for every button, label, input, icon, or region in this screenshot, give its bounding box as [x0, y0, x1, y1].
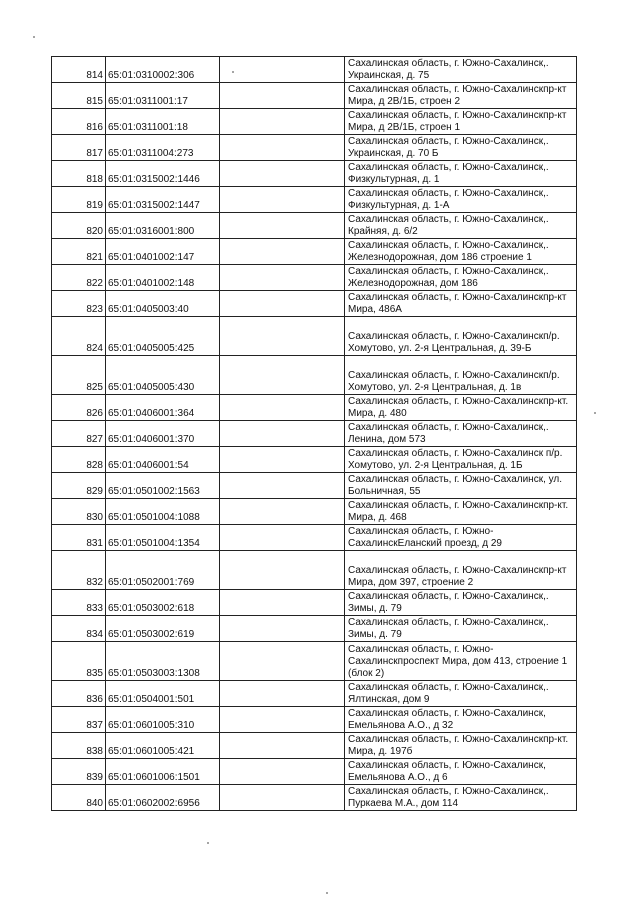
- table-row: [52, 291, 577, 317]
- address-line: Сахалинская область, г. Южно-Сахалинск,.: [348, 162, 549, 173]
- address-cell: [345, 291, 577, 317]
- empty-cell: [220, 291, 345, 317]
- table-row: [52, 473, 577, 499]
- table-row: [52, 265, 577, 291]
- row-number: 835: [52, 642, 106, 681]
- row-number: 838: [52, 733, 106, 759]
- table-row: [52, 395, 577, 421]
- address-line: Сахалинская область, г. Южно-: [348, 526, 494, 537]
- address-cell: [345, 499, 577, 525]
- empty-cell: [220, 759, 345, 785]
- empty-cell: [220, 109, 345, 135]
- address-line: Физкультурная, д. 1: [348, 174, 440, 185]
- address-line: Сахалинская область, г. Южно-Сахалинск, ул.: [348, 474, 563, 485]
- row-number: 831: [52, 525, 106, 551]
- address-line: Сахалинская область, г. Южно-Сахалинск,.: [348, 682, 549, 693]
- scan-speck: [207, 842, 209, 844]
- table-row: [52, 356, 577, 395]
- table-row: [52, 642, 577, 681]
- row-number: 824: [52, 317, 106, 356]
- address-line: Сахалинская область, г. Южно-Сахалинскп/р.: [348, 331, 560, 342]
- address-line: Сахалинская область, г. Южно-Сахалинск,: [348, 760, 546, 771]
- address-cell: [345, 642, 577, 681]
- address-line: Железнодорожная, дом 186: [348, 278, 478, 289]
- empty-cell: [220, 499, 345, 525]
- row-number: 829: [52, 473, 106, 499]
- table-row: [52, 187, 577, 213]
- address-line: Сахалинская область, г. Южно-Сахалинск,.: [348, 617, 549, 628]
- table-row: [52, 213, 577, 239]
- row-number: 818: [52, 161, 106, 187]
- cadastral-number: 65:01:0315002:1446: [106, 161, 220, 187]
- address-line: Сахалинская область, г. Южно-Сахалинск,.: [348, 240, 549, 251]
- empty-cell: [220, 733, 345, 759]
- empty-cell: [220, 239, 345, 265]
- empty-cell: [220, 447, 345, 473]
- scan-speck: [33, 36, 35, 38]
- address-line: Мира, д. 197б: [348, 746, 413, 757]
- row-number: 836: [52, 681, 106, 707]
- empty-cell: [220, 317, 345, 356]
- address-cell: [345, 161, 577, 187]
- address-cell: [345, 187, 577, 213]
- cadastral-table-body: [52, 57, 577, 811]
- table-row: [52, 785, 577, 811]
- row-number: 822: [52, 265, 106, 291]
- cadastral-number: 65:01:0316001:800: [106, 213, 220, 239]
- empty-cell: [220, 707, 345, 733]
- table-row: [52, 83, 577, 109]
- address-line: Сахалинскпроспект Мира, дом 413, строение 1: [348, 656, 568, 667]
- address-line: Зимы, д. 79: [348, 629, 402, 640]
- row-number: 830: [52, 499, 106, 525]
- cadastral-number: 65:01:0502001:769: [106, 551, 220, 590]
- address-line: Сахалинская область, г. Южно-Сахалинск,.: [348, 266, 549, 277]
- address-line: Мира, дом 397, строение 2: [348, 577, 474, 588]
- cadastral-number: 65:01:0503002:618: [106, 590, 220, 616]
- address-cell: [345, 356, 577, 395]
- row-number: 823: [52, 291, 106, 317]
- address-cell: [345, 109, 577, 135]
- row-number: 826: [52, 395, 106, 421]
- cadastral-number: 65:01:0503003:1308: [106, 642, 220, 681]
- address-line: Сахалинская область, г. Южно-Сахалинскпр-кт: [348, 292, 567, 303]
- address-line: Сахалинская область, г. Южно-Сахалинск,.: [348, 58, 549, 69]
- address-line: Сахалинская область, г. Южно-Сахалинскпр-кт.: [348, 396, 569, 407]
- table-row: [52, 551, 577, 590]
- address-cell: [345, 395, 577, 421]
- address-line: Мира, д 2В/1Б, строен 2: [348, 96, 461, 107]
- cadastral-number: 65:01:0311001:17: [106, 83, 220, 109]
- address-line: Мира, д 2В/1Б, строен 1: [348, 122, 461, 133]
- address-cell: [345, 265, 577, 291]
- address-cell: [345, 551, 577, 590]
- row-number: 825: [52, 356, 106, 395]
- address-line: Мира, д. 480: [348, 408, 407, 419]
- empty-cell: [220, 642, 345, 681]
- empty-cell: [220, 57, 345, 83]
- address-cell: [345, 733, 577, 759]
- table-row: [52, 239, 577, 265]
- empty-cell: [220, 551, 345, 590]
- address-line: Сахалинская область, г. Южно-Сахалинскп/р.: [348, 370, 560, 381]
- address-cell: [345, 447, 577, 473]
- table-row: [52, 733, 577, 759]
- address-cell: [345, 421, 577, 447]
- cadastral-number: 65:01:0601005:421: [106, 733, 220, 759]
- address-line: Емельянова А.О., д 32: [348, 720, 454, 731]
- cadastral-number: 65:01:0501004:1088: [106, 499, 220, 525]
- cadastral-number: 65:01:0601005:310: [106, 707, 220, 733]
- table-row: [52, 681, 577, 707]
- empty-cell: [220, 356, 345, 395]
- cadastral-number: 65:01:0310002:306: [106, 57, 220, 83]
- address-cell: [345, 213, 577, 239]
- address-cell: [345, 525, 577, 551]
- address-line: Физкультурная, д. 1-А: [348, 200, 450, 211]
- empty-cell: [220, 83, 345, 109]
- row-number: 827: [52, 421, 106, 447]
- address-line: Мира, 486А: [348, 304, 402, 315]
- address-cell: [345, 135, 577, 161]
- address-line: СахалинскЕланский проезд, д 29: [348, 538, 502, 549]
- cadastral-number: 65:01:0406001:370: [106, 421, 220, 447]
- empty-cell: [220, 681, 345, 707]
- address-cell: [345, 759, 577, 785]
- table-row: [52, 109, 577, 135]
- empty-cell: [220, 616, 345, 642]
- cadastral-number: 65:01:0501002:1563: [106, 473, 220, 499]
- empty-cell: [220, 473, 345, 499]
- address-line: Сахалинская область, г. Южно-Сахалинск,.: [348, 422, 549, 433]
- cadastral-number: 65:01:0311001:18: [106, 109, 220, 135]
- address-line: Сахалинская область, г. Южно-Сахалинскпр-кт: [348, 84, 567, 95]
- address-line: Сахалинская область, г. Южно-Сахалинск,.: [348, 214, 549, 225]
- row-number: 840: [52, 785, 106, 811]
- table-row: [52, 57, 577, 83]
- cadastral-number: 65:01:0405005:430: [106, 356, 220, 395]
- cadastral-number: 65:01:0405005:425: [106, 317, 220, 356]
- address-line: Ленина, дом 573: [348, 434, 426, 445]
- empty-cell: [220, 187, 345, 213]
- empty-cell: [220, 161, 345, 187]
- address-cell: [345, 616, 577, 642]
- address-line: Хомутово, ул. 2-я Центральная, д. 1в: [348, 382, 522, 393]
- address-line: Сахалинская область, г. Южно-Сахалинск,.: [348, 591, 549, 602]
- table-row: [52, 525, 577, 551]
- empty-cell: [220, 525, 345, 551]
- address-line: Пуркаева М.А., дом 114: [348, 798, 458, 809]
- address-cell: [345, 473, 577, 499]
- address-line: Сахалинская область, г. Южно-Сахалинск п/р.: [348, 448, 563, 459]
- address-line: Сахалинская область, г. Южно-Сахалинск,: [348, 708, 546, 719]
- address-cell: [345, 681, 577, 707]
- table-row: [52, 590, 577, 616]
- table-row: [52, 759, 577, 785]
- empty-cell: [220, 421, 345, 447]
- address-cell: [345, 83, 577, 109]
- address-cell: [345, 57, 577, 83]
- address-line: Железнодорожная, дом 186 строение 1: [348, 252, 532, 263]
- cadastral-number: 65:01:0602002:6956: [106, 785, 220, 811]
- address-line: Зимы, д. 79: [348, 603, 402, 614]
- address-cell: [345, 239, 577, 265]
- row-number: 817: [52, 135, 106, 161]
- empty-cell: [220, 265, 345, 291]
- table-row: [52, 616, 577, 642]
- row-number: 828: [52, 447, 106, 473]
- table-row: [52, 135, 577, 161]
- address-line: Сахалинская область, г. Южно-Сахалинскпр-кт.: [348, 500, 569, 511]
- address-line: Хомутово, ул. 2-я Центральная, д. 39-Б: [348, 343, 532, 354]
- address-line: Сахалинская область, г. Южно-Сахалинск,.: [348, 136, 549, 147]
- address-line: Мира, д. 468: [348, 512, 407, 523]
- cadastral-number: 65:01:0401002:147: [106, 239, 220, 265]
- cadastral-number: 65:01:0315002:1447: [106, 187, 220, 213]
- scan-speck: [232, 71, 234, 73]
- row-number: 839: [52, 759, 106, 785]
- row-number: 814: [52, 57, 106, 83]
- row-number: 832: [52, 551, 106, 590]
- table-row: [52, 161, 577, 187]
- empty-cell: [220, 590, 345, 616]
- table-row: [52, 317, 577, 356]
- address-line: Сахалинская область, г. Южно-Сахалинск,.: [348, 786, 549, 797]
- scan-speck: [326, 892, 328, 894]
- table-row: [52, 499, 577, 525]
- address-line: Сахалинская область, г. Южно-: [348, 644, 494, 655]
- empty-cell: [220, 213, 345, 239]
- cadastral-number: 65:01:0501004:1354: [106, 525, 220, 551]
- row-number: 833: [52, 590, 106, 616]
- row-number: 815: [52, 83, 106, 109]
- cadastral-number: 65:01:0401002:148: [106, 265, 220, 291]
- address-cell: [345, 707, 577, 733]
- address-line: Сахалинская область, г. Южно-Сахалинскпр-кт: [348, 110, 567, 121]
- empty-cell: [220, 785, 345, 811]
- table-row: [52, 421, 577, 447]
- row-number: 816: [52, 109, 106, 135]
- cadastral-number: 65:01:0405003:40: [106, 291, 220, 317]
- scan-speck: [594, 412, 596, 414]
- row-number: 837: [52, 707, 106, 733]
- cadastral-number: 65:01:0601006:1501: [106, 759, 220, 785]
- row-number: 834: [52, 616, 106, 642]
- address-line: Украинская, д. 75: [348, 70, 430, 81]
- address-line: Больничная, 55: [348, 486, 421, 497]
- address-line: (блок 2): [348, 668, 385, 679]
- cadastral-number: 65:01:0406001:54: [106, 447, 220, 473]
- address-line: Сахалинская область, г. Южно-Сахалинскпр-кт.: [348, 734, 569, 745]
- cadastral-table: [51, 56, 577, 811]
- cadastral-number: 65:01:0504001:501: [106, 681, 220, 707]
- cadastral-number: 65:01:0311004:273: [106, 135, 220, 161]
- address-line: Емельянова А.О., д 6: [348, 772, 448, 783]
- address-line: Сахалинская область, г. Южно-Сахалинскпр-кт: [348, 565, 567, 576]
- row-number: 820: [52, 213, 106, 239]
- address-cell: [345, 317, 577, 356]
- address-line: Украинская, д. 70 Б: [348, 148, 439, 159]
- row-number: 821: [52, 239, 106, 265]
- address-cell: [345, 590, 577, 616]
- address-line: Крайняя, д. 6/2: [348, 226, 418, 237]
- address-line: Сахалинская область, г. Южно-Сахалинск,.: [348, 188, 549, 199]
- address-line: Ялтинская, дом 9: [348, 694, 430, 705]
- empty-cell: [220, 135, 345, 161]
- table-row: [52, 707, 577, 733]
- cadastral-number: 65:01:0406001:364: [106, 395, 220, 421]
- address-line: Хомутово, ул. 2-я Центральная, д. 1Б: [348, 460, 523, 471]
- cadastral-number: 65:01:0503002:619: [106, 616, 220, 642]
- address-cell: [345, 785, 577, 811]
- empty-cell: [220, 395, 345, 421]
- table-row: [52, 447, 577, 473]
- row-number: 819: [52, 187, 106, 213]
